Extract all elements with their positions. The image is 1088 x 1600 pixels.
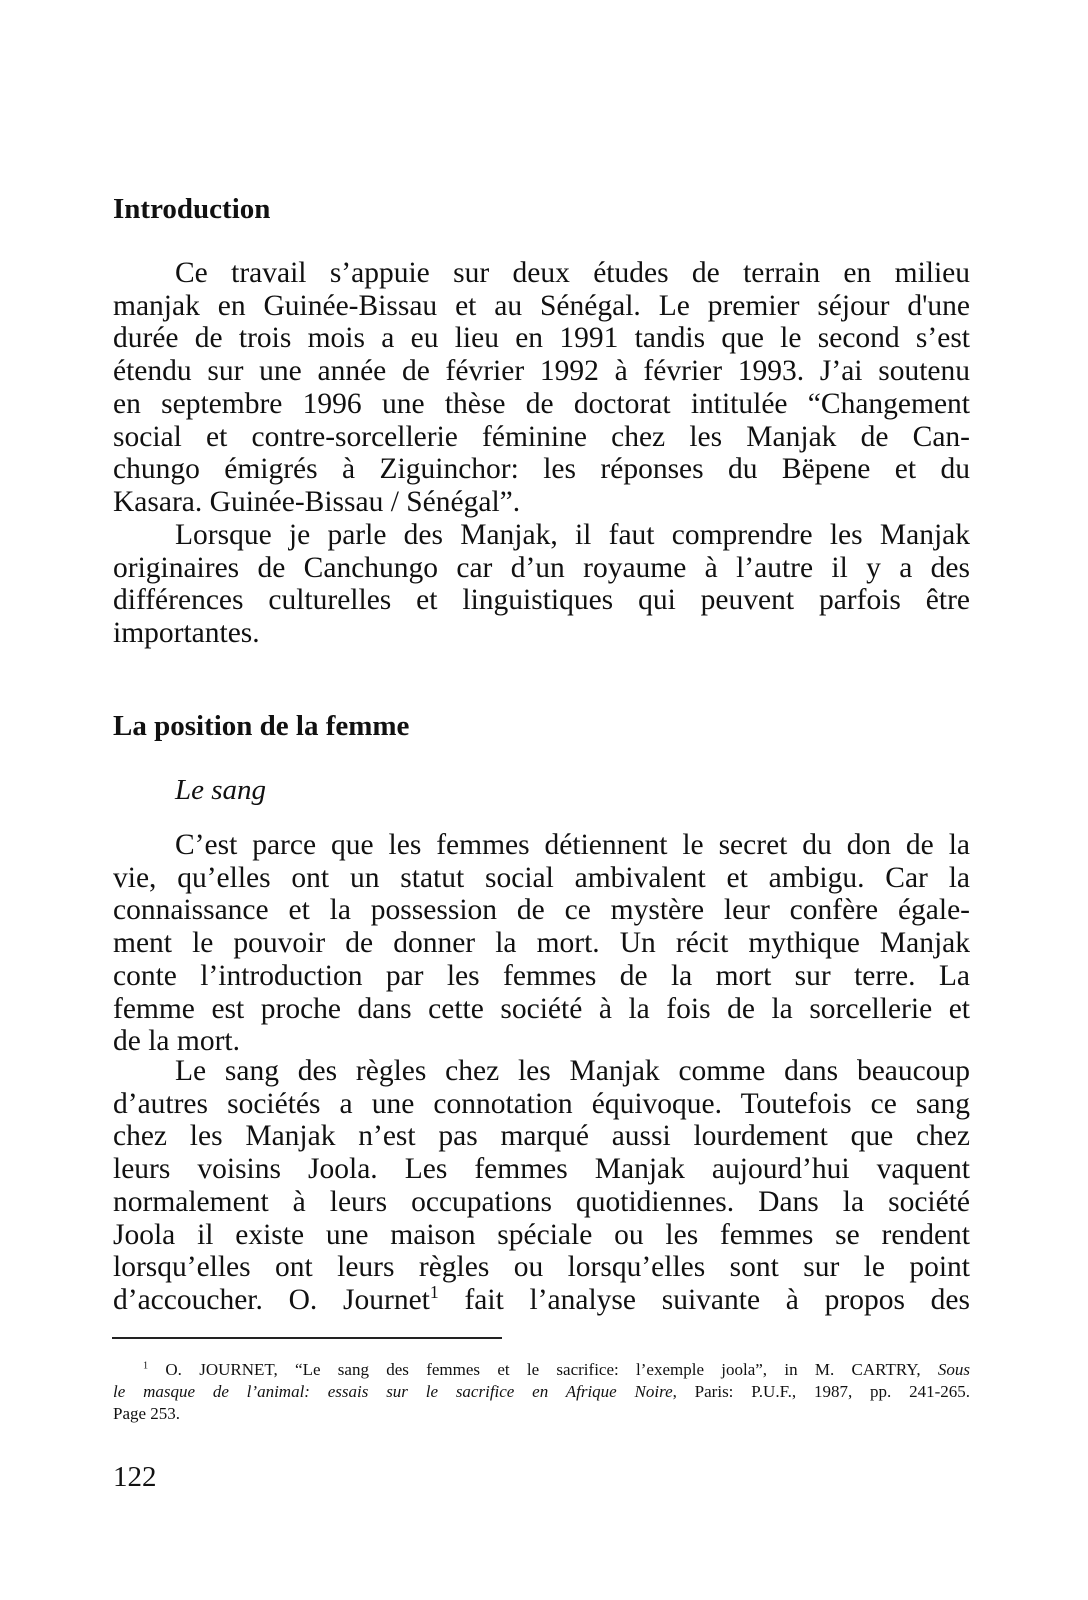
text-line: originaires de Canchungo car d’un royaume à l’autre il y a des (113, 551, 970, 584)
text-line: manjak en Guinée-Bissau et au Sénégal. Le premier séjour d'une (113, 289, 970, 322)
text-line: de la mort. (113, 1025, 240, 1058)
footnote-divider (112, 1337, 502, 1339)
text-line: connaissance et la possession de ce mystère leur confère égale- (113, 894, 970, 927)
footnote: $^1$ O. JOURNET, “Le sang des femmes et le sacrifice: l’exemple joola”, in M. CARTRY, Sous le masque de l’animal: essais sur le sacrifice en Afrique Noire, Paris: P.U.F., 1987, pp. 241-265. Page 253. (113, 1360, 971, 1423)
page-number: 122 (113, 1461, 157, 1493)
text-line: chez les Manjak n’est pas marqué aussi lourdement que chez (113, 1120, 970, 1153)
text-line: vie, qu’elles ont un statut social ambivalent et ambigu. Car la (113, 861, 970, 894)
heading-position-femme: La position de la femme (113, 710, 410, 742)
text-line: leurs voisins Joola. Les femmes Manjak aujourd’hui vaquent (113, 1153, 970, 1186)
subheading-le-sang: Le sang (175, 774, 267, 806)
text-line: d’autres sociétés a une connotation équivoque. Toutefois ce sang (113, 1087, 970, 1120)
text-line: femme est proche dans cette société à la fois de la sorcellerie et (113, 992, 970, 1025)
paragraph-3 (113, 829, 970, 1058)
text-line: conte l’introduction par les femmes de la mort sur terre. La (113, 959, 970, 992)
text-line: différences culturelles et linguistiques qui peuvent parfois être (113, 584, 970, 617)
text-line: normalement à leurs occupations quotidiennes. Dans la société (113, 1185, 970, 1218)
paragraph-4 (113, 1055, 970, 1284)
text-line: importantes. (113, 617, 260, 650)
text-line: chungo émigrés à Ziguinchor: les réponses du Bëpene et du (113, 453, 970, 486)
text-line: social et contre-sorcellerie féminine chez les Manjak de Can- (113, 420, 970, 453)
text-line: durée de trois mois a eu lieu en 1991 tandis que le second s’est (113, 322, 970, 355)
footnote-marker: 1 (143, 1360, 149, 1372)
text-line: Joola il existe une maison spéciale ou les femmes se rendent (113, 1218, 970, 1251)
text-line: Lorsque je parle des Manjak, il faut comprendre les Manjak (175, 519, 970, 551)
paragraph-1 (113, 257, 970, 519)
text-line: Le sang des règles chez les Manjak comme dans beaucoup (175, 1055, 970, 1087)
text-line: Kasara. Guinée-Bissau / Sénégal”. (113, 485, 521, 518)
heading-introduction: Introduction (113, 193, 271, 225)
paragraph-4-last-line: d’accoucher. O. Journet$^1$ fait l’analyse suivante à propos des (113, 1282, 970, 1316)
text-line: étendu sur une année de février 1992 à février 1993. J’ai soutenu (113, 355, 970, 388)
text-line: C’est parce que les femmes détiennent le secret du don de la (175, 829, 970, 861)
text-line: ment le pouvoir de donner la mort. Un récit mythique Manjak (113, 927, 970, 960)
paragraph-2 (113, 519, 970, 650)
text-line: en septembre 1996 une thèse de doctorat intitulée “Changement (113, 387, 970, 420)
footnote-reference[interactable]: 1 (429, 1282, 439, 1303)
text-line: Ce travail s’appuie sur deux études de terrain en milieu (175, 257, 970, 289)
text-line: lorsqu’elles ont leurs règles ou lorsqu’elles sont sur le point (113, 1251, 970, 1284)
